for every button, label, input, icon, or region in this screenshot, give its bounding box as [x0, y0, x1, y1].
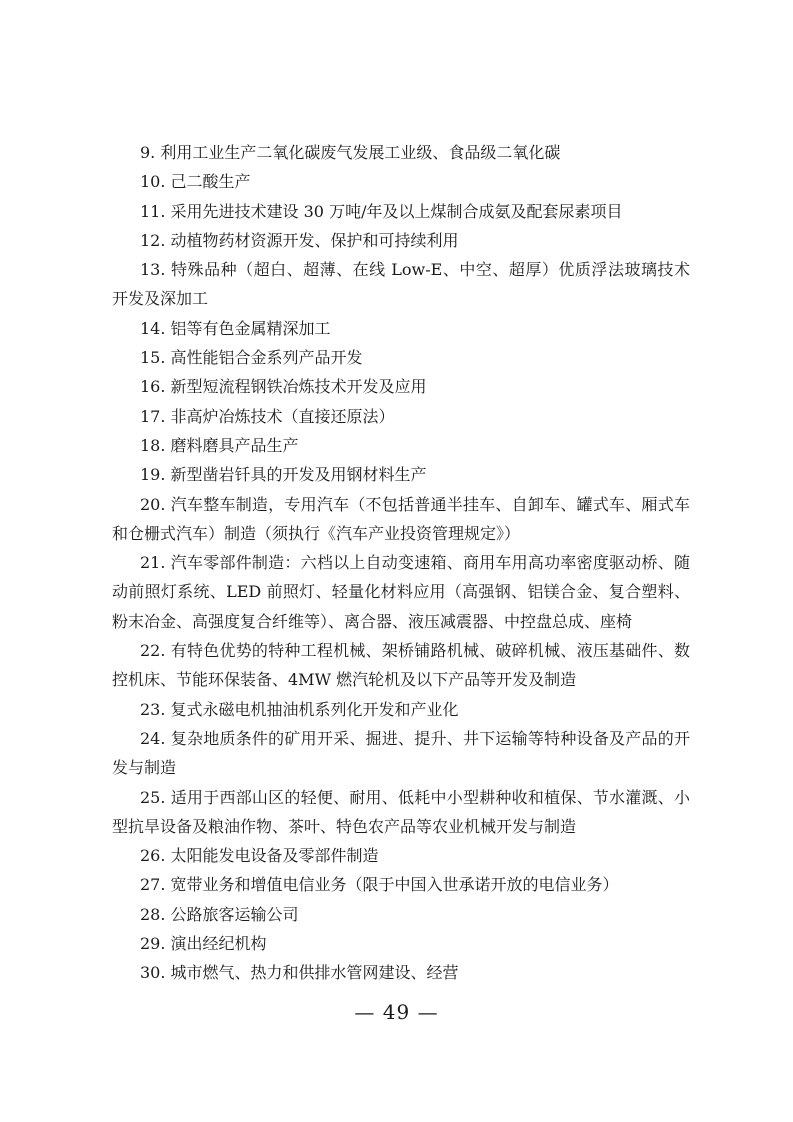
list-item: 11. 采用先进技术建设 30 万吨/年及以上煤制合成氨及配套尿素项目 [140, 201, 623, 221]
list-item: 23. 复式永磁电机抽油机系列化开发和产业化 [140, 699, 459, 719]
list-item: 15. 高性能铝合金系列产品开发 [140, 348, 363, 368]
list-item: 20. 汽车整车制造，专用汽车（不包括普通半挂车、自卸车、罐式车、厢式车和仓栅式汽车）制造（须执行《汽车产业投资管理规定》） [112, 494, 690, 543]
list-item: 17. 非高炉冶炼技术（直接还原法） [140, 406, 395, 426]
list-item: 12. 动植物药材资源开发、保护和可持续利用 [140, 230, 459, 250]
page-number: — 49 — [354, 1000, 439, 1024]
list-item: 10. 己二酸生产 [140, 172, 251, 192]
list-item: 9. 利用工业生产二氧化碳废气发展工业级、食品级二氧化碳 [140, 143, 561, 162]
list-item: 28. 公路旅客运输公司 [140, 904, 299, 924]
list-item: 25. 适用于西部山区的轻便、耐用、低耗中小型耕种收和植保、节水灌溉、小型抗旱设备及粮油作物、茶叶、特色农产品等农业机械开发与制造 [112, 787, 690, 836]
list-item: 19. 新型凿岩钎具的开发及用钢材料生产 [140, 465, 427, 485]
list-item: 14. 铝等有色金属精深加工 [140, 318, 331, 338]
list-item: 27. 宽带业务和增值电信业务（限于中国入世承诺开放的电信业务） [140, 875, 619, 895]
list-item: 21. 汽车零部件制造：六档以上自动变速箱、商用车用高功率密度驱动桥、随动前照灯系统、LED 前照灯、轻量化材料应用（高强钢、铝镁合金、复合塑料、粉末冶金、高强度复合纤维等）、离合器、液压减震器、中控盘总成、座椅 [112, 553, 690, 631]
list-item: 24. 复杂地质条件的矿用开采、掘进、提升、井下运输等特种设备及产品的开发与制造 [112, 728, 690, 778]
list-item: 29. 演出经纪机构 [140, 934, 267, 954]
item-list [112, 138, 690, 988]
list-item: 16. 新型短流程钢铁冶炼技术开发及应用 [140, 377, 427, 397]
list-item: 18. 磨料磨具产品生产 [140, 435, 299, 455]
list-item: 26. 太阳能发电设备及零部件制造 [140, 846, 379, 866]
list-item: 13. 特殊品种（超白、超薄、在线 Low-E、中空、超厚）优质浮法玻璃技术开发及深加工 [112, 260, 690, 309]
list-item: 30. 城市燃气、热力和供排水管网建设、经营 [140, 963, 459, 983]
list-item: 22. 有特色优势的特种工程机械、架桥铺路机械、破碎机械、液压基础件、数控机床、节能环保装备、4MW 燃汽轮机及以下产品等开发及制造 [112, 641, 690, 690]
